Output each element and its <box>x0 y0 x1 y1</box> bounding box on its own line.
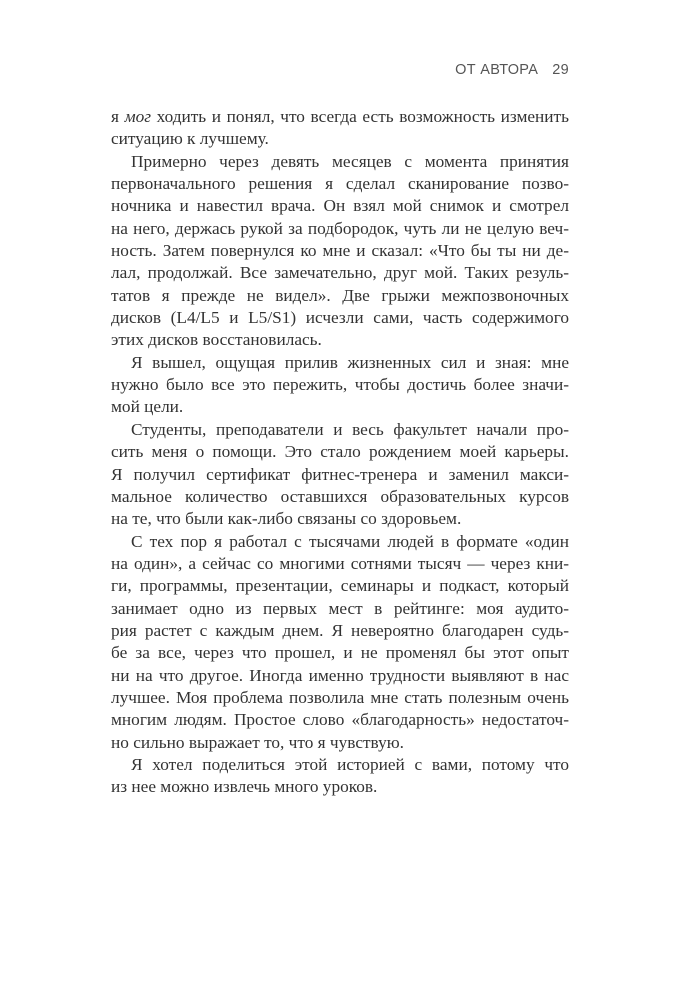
section-title: ОТ АВТОРА <box>455 62 539 78</box>
text-line: сить меня о помощи. Это стало рождением моей карьеры. <box>111 442 569 462</box>
text-line <box>111 106 569 128</box>
text-line: из нее можно извлечь много уроков. <box>111 777 378 797</box>
text-line: первоначального решения я сделал сканирование позво- <box>111 174 569 194</box>
text-line: на него, держась рукой за подбородок, чуть ли не целую веч- <box>111 218 569 238</box>
text-line: лал, продолжай. Все замечательно, друг мой. Таких резуль- <box>111 263 569 283</box>
text-line: рия растет с каждым днем. Я невероятно благодарен судь- <box>111 620 569 640</box>
text-line: лучшее. Моя проблема позволила мне стать полезным очень <box>111 687 569 707</box>
italic-emphasis: мог <box>124 107 151 126</box>
text-line: дисков (L4/L5 и L5/S1) исчезли сами, часть содержимого <box>111 308 569 328</box>
text-line: ситуацию к лучшему. <box>111 129 269 149</box>
text-line: мальное количество оставшихся образовательных курсов <box>111 486 569 506</box>
text-line: мой цели. <box>111 397 184 417</box>
text-line: нужно было все это пережить, чтобы достичь более значи- <box>111 375 569 395</box>
text-line: многим людям. Простое слово «благодарность» недостаточ- <box>111 710 569 730</box>
text-line: но сильно выражает то, что я чувствую. <box>111 732 404 752</box>
text-line: Я вышел, ощущая прилив жизненных сил и зная: мне <box>131 352 569 372</box>
text-line: ги, программы, презентации, семинары и подкаст, который <box>111 576 569 596</box>
text-line: ность. Затем повернулся ко мне и сказал: «Что бы ты ни де- <box>111 241 569 261</box>
text-line: С тех пор я работал с тысячами людей в формате «один <box>131 531 569 551</box>
text-line: ночника и навестил врача. Он взял мой снимок и смотрел <box>111 196 569 216</box>
text-segment: я <box>111 107 125 126</box>
text-line: занимает одно из первых мест в рейтинге: моя аудито- <box>111 598 569 618</box>
body-text <box>111 106 569 799</box>
text-line: ни на что другое. Иногда именно трудности выявляют в нас <box>111 665 569 685</box>
text-line: Студенты, преподаватели и весь факультет начали про- <box>131 419 569 439</box>
running-header <box>455 62 569 78</box>
text-line: на те, что были как-либо связаны со здоровьем. <box>111 509 462 529</box>
page-number: 29 <box>552 62 569 78</box>
text-line: Я хотел поделиться этой историей с вами, потому что <box>131 754 569 774</box>
text-line: на один», а сейчас со многими сотнями тысяч — через кни- <box>111 553 569 573</box>
text-line: этих дисков восстановилась. <box>111 330 322 350</box>
text-line: бе за все, через что прошел, и не променял бы этот опыт <box>111 643 569 663</box>
text-line: Я получил сертификат фитнес-тренера и заменил макси- <box>111 464 569 484</box>
text-line: татов я прежде не видел». Две грыжи межпозвоночных <box>111 285 569 305</box>
text-segment: ходить и понял, что всегда есть возможность изменить <box>150 107 569 126</box>
text-line: Примерно через девять месяцев с момента принятия <box>131 151 569 171</box>
